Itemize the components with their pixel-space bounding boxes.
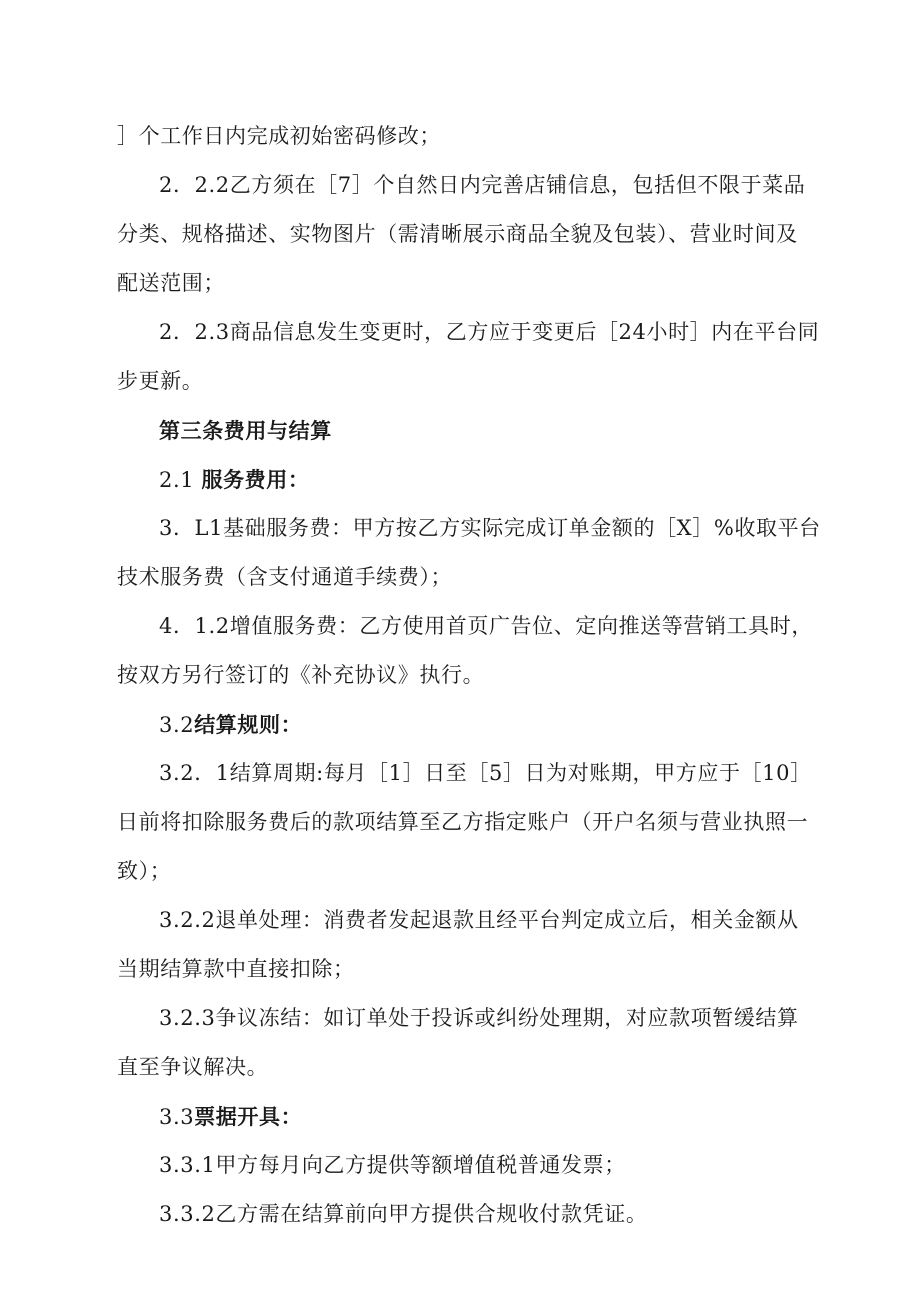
text-line: 步更新。 — [117, 369, 204, 393]
clause-3-2-3: 3.2.3争议冻结：如订单处于投诉或纠纷处理期，对应款项暂缓结算 — [159, 1006, 799, 1030]
section-title: 服务费用： — [201, 467, 310, 492]
text-line: ］个工作日内完成初始密码修改； — [117, 124, 441, 148]
text-line: 技术服务费（含支付通道手续费）； — [117, 565, 453, 589]
clause-2-2-2: 2．2.2乙方须在［7］个自然日内完善店铺信息，包括但不限于菜品 — [159, 173, 806, 197]
clause-3-2-2: 3.2.2退单处理：消费者发起退款且经平台判定成立后，相关金额从 — [159, 908, 799, 932]
text-line: 配送范围； — [117, 271, 225, 295]
clause-3-3-1: 3.3.1甲方每月向乙方提供等额增值税普通发票； — [159, 1153, 626, 1177]
section-3-2-heading — [117, 700, 807, 749]
clause-2-2-3: 2．2.3商品信息发生变更时，乙方应于变更后［24小时］内在平台同 — [159, 320, 820, 344]
text-line: 按双方另行签订的《补充协议》执行。 — [117, 663, 485, 687]
clause-value-added-fee: 4．1.2增值服务费：乙方使用首页广告位、定向推送等营销工具时， — [159, 614, 813, 638]
section-number: 2.1 — [159, 468, 202, 492]
text-line: 当期结算款中直接扣除； — [117, 957, 355, 981]
section-number: 3.3 — [159, 1105, 195, 1129]
text-line: 日前将扣除服务费后的款项结算至乙方指定账户（开户名须与营业执照一 — [117, 810, 809, 834]
clause-basic-fee: 3．L1基础服务费：甲方按乙方实际完成订单金额的［X］%收取平台 — [159, 516, 821, 540]
section-2-1-heading — [117, 455, 807, 504]
clause-3-2-1: 3.2．1结算周期:每月［1］日至［5］日为对账期，甲方应于［10］ — [159, 761, 812, 785]
section-number: 3.2 — [159, 713, 195, 737]
section-title: 结算规则： — [194, 712, 303, 737]
clause-3-3-2: 3.3.2乙方需在结算前向甲方提供合规收付款凭证。 — [159, 1202, 648, 1226]
section-3-3-heading — [117, 1092, 807, 1141]
text-line: 直至争议解决。 — [117, 1055, 269, 1079]
section-title: 票据开具： — [194, 1104, 303, 1129]
article-3-heading: 第三条费用与结算 — [159, 418, 332, 443]
text-line: 分类、规格描述、实物图片（需清晰展示商品全貌及包装）、营业时间及 — [117, 222, 798, 246]
document-body — [117, 112, 821, 1239]
text-line: 致）； — [117, 859, 172, 883]
